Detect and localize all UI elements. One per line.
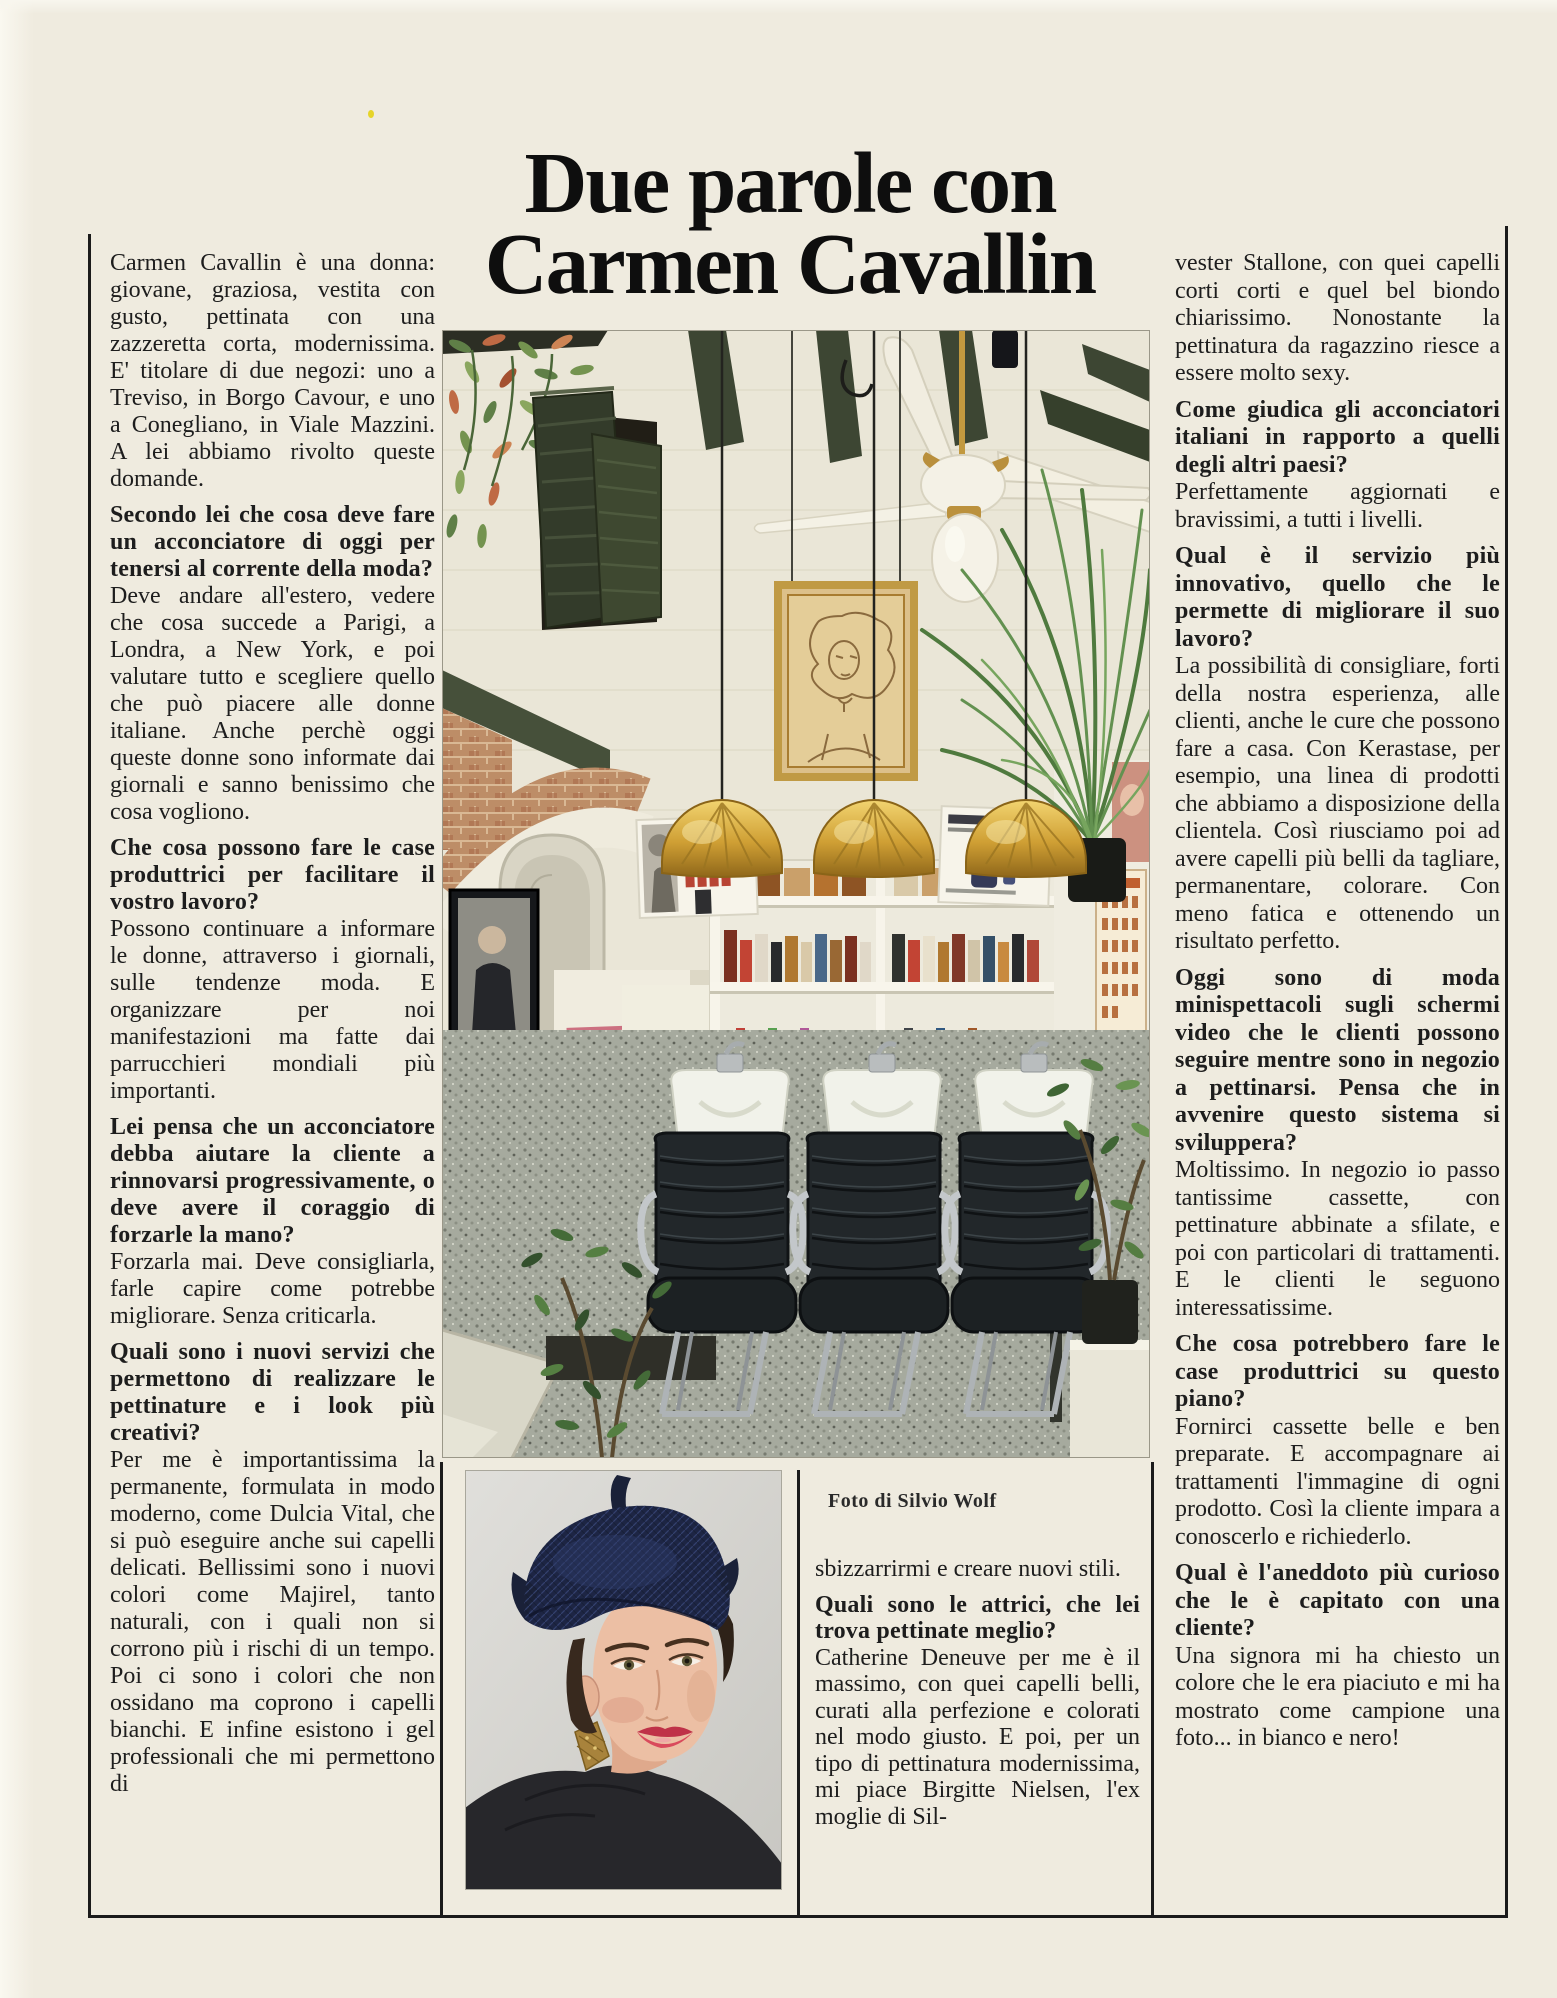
- portrait-photo-illustration: [465, 1470, 782, 1890]
- scan-edge-left: [0, 0, 34, 1998]
- answer: Moltissimo. In negozio io passo tantissime cassette, con pettinature abbinate a sfilate, e poi con particolari di trattamenti. E le clienti le seguono interessatissime.: [1175, 1157, 1500, 1321]
- question: Come giudica gli acconciatori italiani in rapporto a quelli degli altri paesi?: [1175, 396, 1500, 478]
- column-rule-1: [440, 1462, 443, 1915]
- frame-rule-bottom: [88, 1915, 1508, 1918]
- question: Che cosa potrebbero fare le case produttrici su questo piano?: [1175, 1331, 1500, 1412]
- question: Qual è il servizio più innovativo, quello che le permette di migliorare il suo lavoro?: [1175, 543, 1500, 652]
- question: Oggi sono di moda minispettacoli sugli schermi video che le clienti possono seguire mentre sono in negozio a pettinarsi. Pensa che in avvenire questo sistema si sviluppera?: [1175, 964, 1500, 1156]
- answer: Possono continuare a informare le donne, attraverso i giornali, sulle tendenze moda. E organizzare per noi manifestazioni ma fatte dai parrucchieri mondiali più importanti.: [110, 916, 435, 1104]
- answer: Una signora mi ha chiesto un colore che le era piaciuto e mi ha mostrato come campione una foto... in bianco e nero!: [1175, 1642, 1500, 1751]
- ceiling-speaker: [992, 330, 1018, 368]
- question: Quali sono le attrici, che lei trova pettinate meglio?: [815, 1591, 1140, 1644]
- photo-caption: Foto di Silvio Wolf: [828, 1490, 997, 1512]
- middle-column: [815, 1556, 1140, 1830]
- question: Secondo lei che cosa deve fare un acconciatore di oggi per tenersi al corrente della moda?: [110, 502, 435, 582]
- continuation-paragraph: sbizzarrirmi e creare nuovi stili.: [815, 1556, 1121, 1582]
- answer: Deve andare all'estero, vedere che cosa succede a Parigi, a Londra, a New York, e poi valutare tutto e scegliere quello che può piacere alle donne italiane. Anche perchè oggi queste donne sono informate dai giornali e sanno benissimo che cosa vogliono.: [110, 583, 435, 825]
- question: Che cosa possono fare le case produttrici per facilitare il vostro lavoro?: [110, 835, 435, 915]
- scan-edge-top: [0, 0, 1557, 14]
- answer: Forzarla mai. Deve consigliarla, farle capire come potrebbe migliorare. Senza criticarla.: [110, 1249, 435, 1329]
- framed-bw-photo: [450, 890, 538, 1042]
- column-rule-3: [1151, 1462, 1154, 1915]
- answer: Catherine Deneuve per me è il massimo, con quei capelli belli, curati alla perfezione e colorati nel modo giusto. E poi, per un tipo di pettinatura modernissima, mi piace Birgitte Nielsen, l'ex moglie di Sil-: [815, 1644, 1140, 1830]
- right-column: [1175, 250, 1500, 1753]
- answer: Per me è importantissima la permanente, formulata in modo moderno, come Dulcia Vital, che si può eseguire anche sui capelli delicati. Bellissimi sono i nuovi colori come Majirel, tanto naturali, con i quali non si corrono più i rischi di un tempo. Poi ci sono i colori che non ossidano ma coprono i capelli bianchi. E infine esistono i gel professionali che mi permettono di: [110, 1447, 435, 1797]
- print-fleck: [368, 110, 374, 118]
- title-line-1: Due parole con: [524, 134, 1056, 231]
- intro-paragraph: Carmen Cavallin è una donna: giovane, graziosa, vestita con gusto, pettinata con una zazzeretta corta, modernissima. E' titolare di due negozi: uno a Treviso, in Borgo Cavour, e uno a Conegliano, in Viale Mazzini. A lei abbiamo rivolto queste domande.: [110, 250, 435, 492]
- left-column: [110, 250, 435, 1798]
- answer: La possibilità di consigliare, forti della nostra esperienza, alle clienti, anche le cure che possono fare a casa. Con Kerastase, per esempio, una linea di prodotti che abbiamo a disposizione della clientela. Così riusciamo poi ad avere capelli più belli da tagliare, permanentare, colorare. Con meno fatica e ottenendo un risultato perfetto.: [1175, 653, 1500, 954]
- title-line-2: Carmen Cavallin: [484, 215, 1096, 312]
- answer: Perfettamente aggiornati e bravissimi, a tutti i livelli.: [1175, 479, 1500, 533]
- framed-drawing: [778, 585, 914, 777]
- question: Quali sono i nuovi servizi che permettono di realizzare le pettinature e i look più creativi?: [110, 1339, 435, 1446]
- frame-rule-left: [88, 234, 91, 1918]
- column-rule-2: [797, 1470, 800, 1915]
- question: Lei pensa che un acconciatore debba aiutare la cliente a rinnovarsi progressivamente, o deve avere il coraggio di forzarle la mano?: [110, 1114, 435, 1248]
- answer: Fornirci cassette belle e ben preparate. E accompagnare ai trattamenti l'immagine di ogni prodotto. Così la cliente impara a conoscerlo e richiederlo.: [1175, 1413, 1500, 1550]
- window-shutters: [530, 388, 661, 630]
- salon-photo-illustration: [442, 330, 1150, 1458]
- continuation-paragraph: vester Stallone, con quei capelli corti corti e quel bel biondo chiarissimo. Nonostante la pettinatura da ragazzino riesce a essere molto sexy.: [1175, 250, 1500, 386]
- question: Qual è l'aneddoto più curioso che le è capitato con una cliente?: [1175, 1560, 1500, 1641]
- frame-rule-right: [1505, 226, 1508, 1918]
